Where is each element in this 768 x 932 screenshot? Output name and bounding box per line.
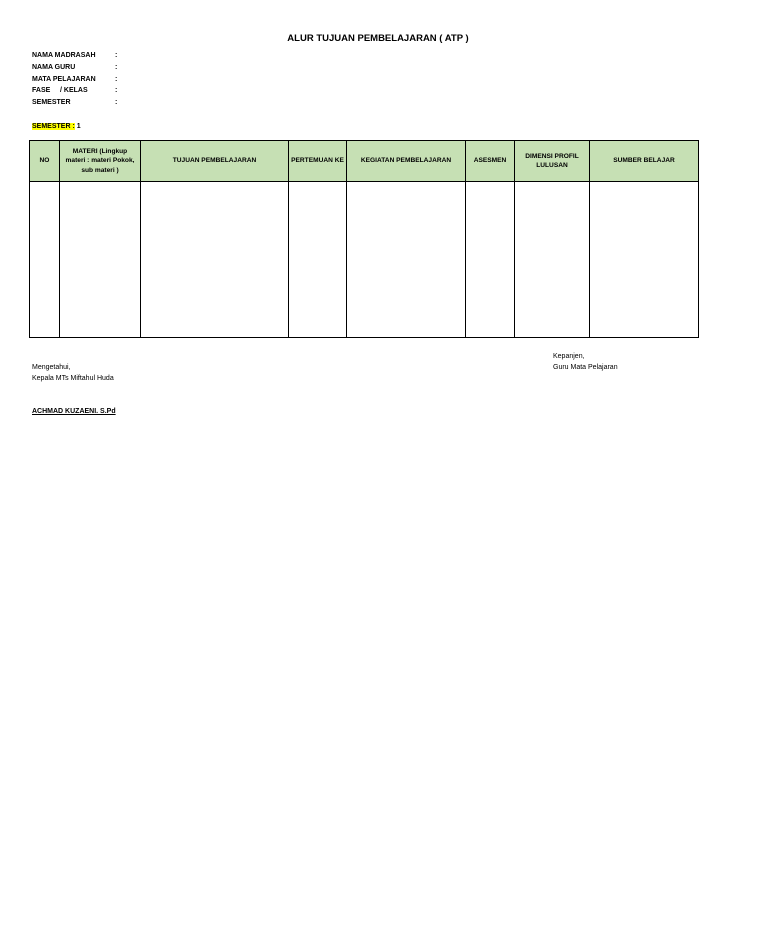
table-cell[interactable] [347,182,466,338]
info-row-guru [32,64,125,76]
header-asesmen: ASESMEN [466,141,515,182]
header-materi: MATERI (Lingkup materi : materi Pokok, sub materi ) [60,141,141,182]
info-row-mapel [32,76,125,88]
teacher-role: Guru Mata Pelajaran [553,363,618,371]
table-cell[interactable] [141,182,289,338]
info-label: NAMA GURU [32,63,76,71]
info-colon: : [115,87,118,95]
document-title: ALUR TUJUAN PEMBELAJARAN ( ATP ) [287,33,469,44]
place-label: Kepanjen, [553,353,585,360]
acknowledged-label: Mengetahui, [32,364,71,371]
table-row [30,182,699,338]
semester-label: SEMESTER : [32,123,75,130]
signature-right [553,352,618,373]
semester-value: 1 [74,123,81,130]
info-label: SEMESTER [32,99,71,107]
info-colon: : [115,63,118,71]
table-header-row [30,141,699,182]
info-colon: : [115,99,118,107]
signature-left [32,363,114,384]
table-cell[interactable] [466,182,515,338]
table-cell[interactable] [60,182,141,338]
header-dimensi-profil: DIMENSI PROFIL LULUSAN [515,141,590,182]
principal-role: Kepala MTs Miftahul Huda [32,374,114,382]
info-label: FASE / KELAS [32,87,88,95]
header-no: NO [30,141,60,182]
info-colon: : [115,75,118,83]
table-cell[interactable] [289,182,347,338]
principal-name: ACHMAD KUZAENI. S.Pd [32,408,116,415]
info-label: MATA PELAJARAN [32,75,96,83]
header-tujuan-pembelajaran: TUJUAN PEMBELAJARAN [141,141,289,182]
info-label: NAMA MADRASAH [32,52,96,59]
info-colon: : [115,52,118,59]
info-row-semester [32,99,125,111]
header-kegiatan: KEGIATAN PEMBELAJARAN [347,141,466,182]
header-sumber-belajar: SUMBER BELAJAR [590,141,699,182]
info-row-fase-kelas [32,87,125,99]
table-cell[interactable] [515,182,590,338]
atp-table [29,140,699,338]
table-cell[interactable] [30,182,60,338]
header-pertemuan: PERTEMUAN KE [289,141,347,182]
table-cell[interactable] [590,182,699,338]
identity-block [32,52,125,111]
semester-line [32,123,81,130]
info-row-madrasah [32,52,125,64]
